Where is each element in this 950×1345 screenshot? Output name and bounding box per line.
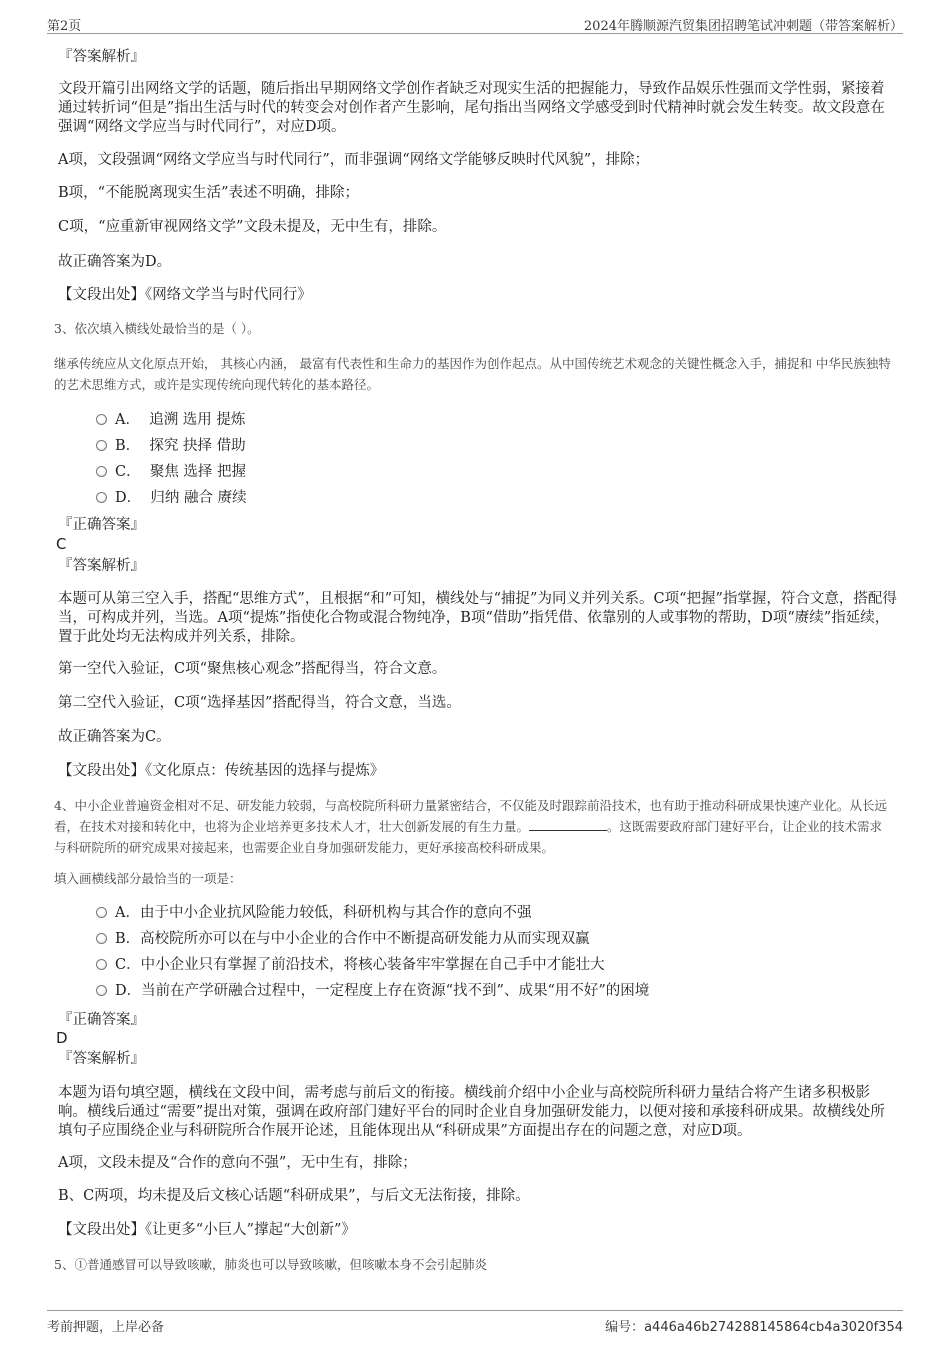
q4-note-a: A项，文段未提及“合作的意向不强”，无中生有，排除； bbox=[58, 1155, 417, 1171]
q3-stem: 3、依次填入横线处最恰当的是（ ）。 bbox=[54, 321, 260, 336]
q4-analysis-label: 『答案解析』 bbox=[58, 1051, 145, 1067]
q4-option-b[interactable]: B．高校院所亦可以在与中小企业的合作中不断提高研发能力从而实现双赢 bbox=[96, 929, 590, 949]
q3-analysis-text: 本题可从第三空入手，搭配“思维方式”，且根据“和”可知，横线处与“捕捉”为同义并列关系。C项“把握”指掌握，符合文意，搭配得当，可构成并列，当选。A项“提炼”指使化合物或混合物纯净，B项“借助”指凭借、依靠别的人或事物的帮助，D项“赓续”指延续，置于此处均无法构成并列关系，排除。 bbox=[58, 591, 897, 645]
q3-correct-label: 『正确答案』 bbox=[58, 517, 145, 533]
radio-icon[interactable] bbox=[96, 933, 107, 944]
q4-option-a[interactable]: A．由于中小企业抗风险能力较低，科研机构与其合作的意向不强 bbox=[96, 903, 531, 923]
q2-conclusion: 故正确答案为D。 bbox=[58, 254, 172, 270]
q2-note-b: B项，“不能脱离现实生活”表述不明确，排除； bbox=[58, 185, 359, 201]
q4-prompt: 填入画横线部分最恰当的一项是： bbox=[54, 871, 242, 886]
document-title: 2024年腾顺源汽贸集团招聘笔试冲刺题（带答案解析） bbox=[583, 19, 903, 34]
q3-option-c[interactable]: C． 聚焦 选择 把握 bbox=[96, 462, 246, 482]
q2-note-c: C项，“应重新审视网络文学”文段未提及，无中生有，排除。 bbox=[58, 219, 447, 235]
q2-source: 【文段出处】《网络文学当与时代同行》 bbox=[58, 287, 312, 303]
q3-option-a[interactable]: A． 追溯 选用 提炼 bbox=[96, 410, 245, 430]
q3-conclusion: 故正确答案为C。 bbox=[58, 729, 171, 745]
q3-check-1: 第一空代入验证，C项“聚焦核心观念”搭配得当，符合文意。 bbox=[58, 661, 447, 677]
q4-option-c[interactable]: C．中小企业只有掌握了前沿技术，将核心装备牢牢掌握在自己手中才能壮大 bbox=[96, 955, 605, 975]
page-footer bbox=[47, 1310, 903, 1335]
q3-option-b[interactable]: B． 探究 抉择 借助 bbox=[96, 436, 246, 456]
q4-note-bc: B、C两项，均未提及后文核心话题“科研成果”，与后文无法衔接，排除。 bbox=[58, 1188, 530, 1204]
q5-stem: 5、①普通感冒可以导致咳嗽，肺炎也可以导致咳嗽，但咳嗽本身不会引起肺炎 bbox=[54, 1257, 487, 1272]
radio-icon[interactable] bbox=[96, 414, 107, 425]
q2-analysis-label: 『答案解析』 bbox=[58, 49, 145, 65]
q2-note-a: A项，文段强调“网络文学应当与时代同行”，而非强调“网络文学能够反映时代风貌”，排除； bbox=[58, 152, 650, 168]
q4-analysis-text: 本题为语句填空题，横线在文段中间，需考虑与前后文的衔接。横线前介绍中小企业与高校院所科研力量结合将产生诸多积极影响。横线后通过“需要”提出对策，强调在政府部门建好平台的同时企业自身加强研发能力，以便对接和承接科研成果。故横线处所填句子应围绕企业与科研院所合作展开论述，且能体现出从“科研成果”方面提出存在的问题之意，对应D项。 bbox=[58, 1085, 885, 1139]
page-header bbox=[47, 13, 903, 34]
q4-correct-label: 『正确答案』 bbox=[58, 1012, 145, 1028]
q3-passage: 继承传统应从文化原点开始， 其核心内涵， 最富有代表性和生命力的基因作为创作起点。从中国传统艺术观念的关键性概念入手，捕捉和 中华民族独特的艺术思维方式，或许是实现传统向现代转化的基本路径。 bbox=[54, 356, 891, 392]
radio-icon[interactable] bbox=[96, 440, 107, 451]
q3-check-2: 第二空代入验证，C项“选择基因”搭配得当，符合文意，当选。 bbox=[58, 695, 461, 711]
radio-icon[interactable] bbox=[96, 959, 107, 970]
footer-slogan: 考前押题，上岸必备 bbox=[47, 1320, 165, 1335]
q4-stem: 4、中小企业普遍资金相对不足、研发能力较弱，与高校院所科研力量紧密结合，不仅能及时跟踪前沿技术，也有助于推动科研成果快速产业化。从长远看，在技术对接和转化中，也将为企业培养更多技术人才，壮大创新发展的有生力量。 。这既需要政府部门建好平台，让企业的技术需求与科研院所的研究成果对接起来，也需要企业自身加强研发能力，更好承接高校科研成果。 bbox=[54, 798, 887, 855]
radio-icon[interactable] bbox=[96, 907, 107, 918]
document-id: 编号：a446a46b274288145864cb4a3020f354 bbox=[605, 1320, 903, 1335]
q4-option-d[interactable]: D．当前在产学研融合过程中，一定程度上存在资源“找不到”、成果“用不好”的困境 bbox=[96, 981, 649, 1001]
q4-source: 【文段出处】《让更多“小巨人”撑起“大创新”》 bbox=[58, 1222, 356, 1238]
q3-source: 【文段出处】《文化原点：传统基因的选择与提炼》 bbox=[58, 763, 385, 779]
q3-analysis-label: 『答案解析』 bbox=[58, 558, 145, 574]
radio-icon[interactable] bbox=[96, 985, 107, 996]
page-number: 第2页 bbox=[47, 19, 82, 34]
radio-icon[interactable] bbox=[96, 492, 107, 503]
blank-line bbox=[529, 818, 607, 831]
q3-option-d[interactable]: D． 归纳 融合 赓续 bbox=[96, 488, 247, 508]
radio-icon[interactable] bbox=[96, 466, 107, 477]
q4-correct-answer: D bbox=[56, 1029, 68, 1047]
q3-correct-answer: C bbox=[56, 535, 67, 553]
q2-analysis-text: 文段开篇引出网络文学的话题，随后指出早期网络文学创作者缺乏对现实生活的把握能力，导致作品娱乐性强而文学性弱，紧接着通过转折词“但是”指出生活与时代的转变会对创作者产生影响，尾句指出当网络文学感受到时代精神时就会发生转变。故文段意在强调“网络文学应当与时代同行”，对应D项。 bbox=[58, 81, 885, 135]
